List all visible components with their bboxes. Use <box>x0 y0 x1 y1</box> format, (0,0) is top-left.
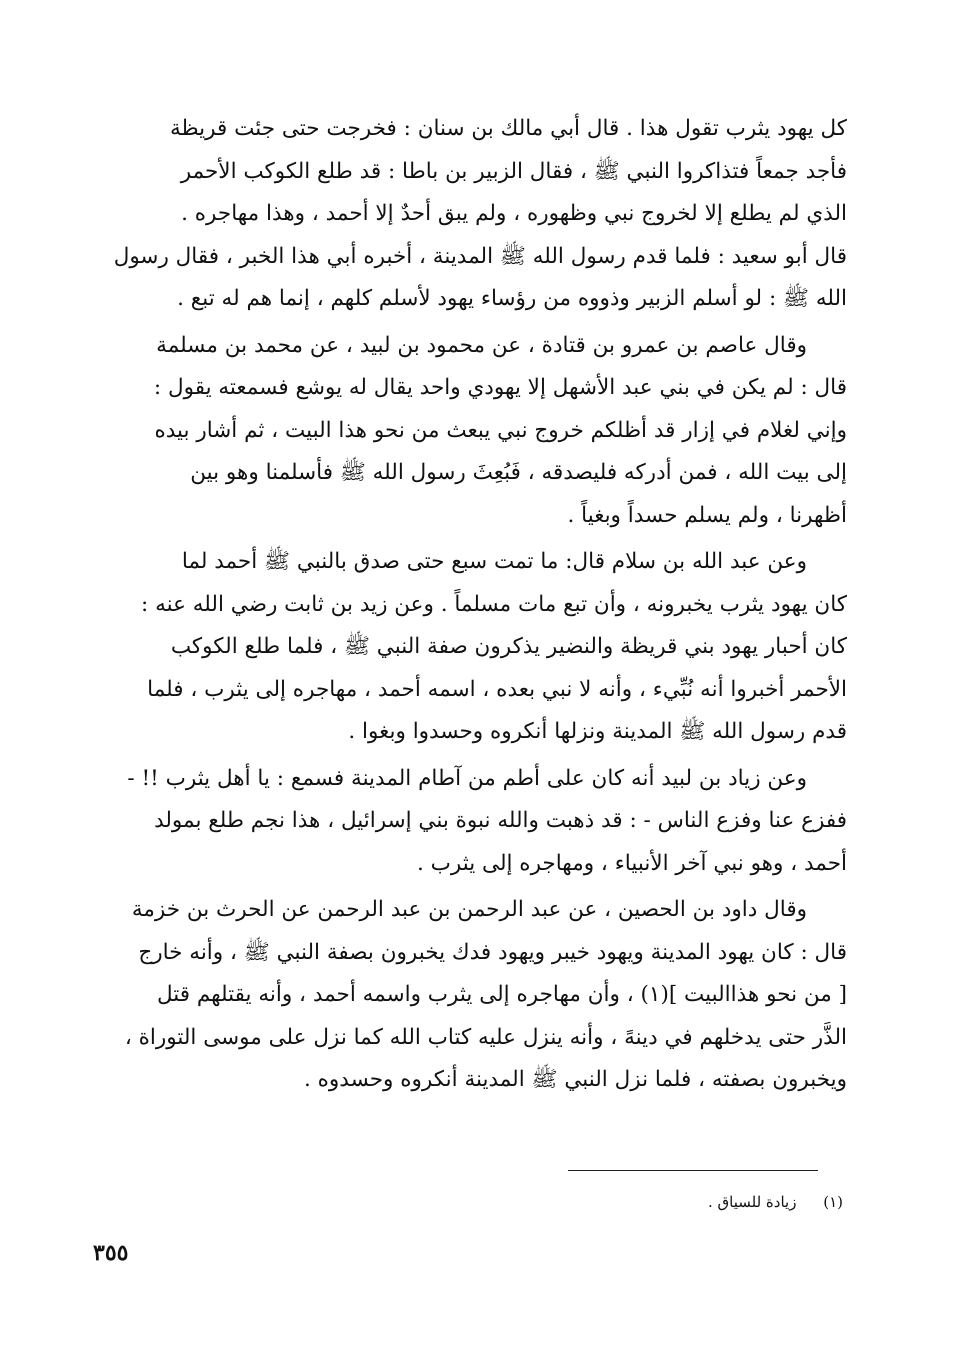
text-line: كان أحبار يهود بني قريظة والنضير يذكرون صفة النبي ﷺ ، فلما طلع الكوكب <box>170 634 847 659</box>
text-line: الله ﷺ : لو أسلم الزبير وذووه من رؤساء يهود لأسلم كلهم ، إنما هم له تبع . <box>177 286 847 311</box>
page-body <box>106 108 847 1106</box>
text-line: ويخبرون بصفته ، فلما نزل النبي ﷺ المدينة أنكروه وحسدوه . <box>303 1067 847 1092</box>
text-line: قال : كان يهود المدينة ويهود خيبر ويهود فدك يخبرون بصفة النبي ﷺ ، وأنه خارج <box>138 939 847 965</box>
page-number: ٣٥٥ <box>93 1240 129 1266</box>
text-line: قال أبو سعيد : فلما قدم رسول الله ﷺ المدينة ، أخبره أبي هذا الخبر ، فقال رسول <box>113 243 847 269</box>
text-line: أحمد ، وهو نبي آخر الأنبياء ، ومهاجره إلى يثرب . <box>416 850 847 876</box>
footnote <box>708 1188 843 1216</box>
text-line: كان يهود يثرب يخبرونه ، وأن تبع مات مسلماً . وعن زيد بن ثابت رضي الله عنه : <box>141 591 847 617</box>
text-line: كل يهود يثرب تقول هذا . قال أبي مالك بن سنان : فخرجت حتى جئت قريظة <box>170 116 847 141</box>
text-line: وإني لغلام في إزار قد أظلكم خروج نبي يبعث من نحو هذا البيت ، ثم أشار بيده <box>154 417 847 443</box>
text-line: أظهرنا ، ولم يسلم حسداً وبغياً . <box>567 502 847 528</box>
text-line: قال : لم يكن في بني عبد الأشهل إلا يهودي واحد يقال له يوشع فسمعته يقول : <box>153 375 847 400</box>
text-line: الذي لم يطلع إلا لخروج نبي وظهوره ، ولم يبق أحدٌ إلا أحمد ، وهذا مهاجره . <box>181 201 847 226</box>
text-line: [ من نحو هذاالبيت ](١) ، وأن مهاجره إلى يثرب واسمه أحمد ، وأنه يقتلهم قتل <box>156 982 847 1007</box>
text-line: وقال داود بن الحصين ، عن عبد الرحمن بن عبد الرحمن عن الحرث بن خزمة <box>131 897 807 922</box>
text-line: ففزع عنا وفزع الناس - : قد ذهبت والله نبوة بني إسرائيل ، هذا نجم طلع بمولد <box>154 808 847 833</box>
text-line: وقال عاصم بن عمرو بن قتادة ، عن محمود بن لبيد ، عن محمد بن مسلمة <box>156 332 807 358</box>
text-line: فأجد جمعاً فتذاكروا النبي ﷺ ، فقال الزبير بن باطا : قد طلع الكوكب الأحمر <box>180 158 847 184</box>
text-line: وعن زياد بن لبيد أنه كان على أطم من آطام المدينة فسمع : يا أهل يثرب !! - <box>127 765 807 791</box>
text-line: الأحمر أخبروا أنه نُبِّيء ، وأنه لا نبي بعده ، اسمه أحمد ، مهاجره إلى يثرب ، فلما <box>147 676 847 702</box>
text-line: وعن عبد الله بن سلام قال: ما تمت سبع حتى صدق بالنبي ﷺ أحمد لما <box>181 549 807 574</box>
paragraph-2 <box>106 325 847 538</box>
paragraph-4 <box>106 758 847 886</box>
text-line: قدم رسول الله ﷺ المدينة ونزلها أنكروه وحسدوا وبغوا . <box>348 719 847 744</box>
footnote-text: زيادة للسياق . <box>707 1193 797 1211</box>
footnote-divider <box>568 1170 818 1171</box>
paragraph-5 <box>106 889 847 1102</box>
paragraph-3 <box>106 541 847 754</box>
paragraph-1 <box>106 108 847 321</box>
text-line: إلى بيت الله ، فمن أدركه فليصدقه ، فَبُعِثَ رسول الله ﷺ فأسلمنا وهو بين <box>190 460 847 485</box>
text-line: الذَّر حتى يدخلهم في دينهً ، وأنه ينزل عليه كتاب الله كما نزل على موسى التوراة ، <box>124 1024 847 1050</box>
footnote-number: (١) <box>823 1193 843 1211</box>
